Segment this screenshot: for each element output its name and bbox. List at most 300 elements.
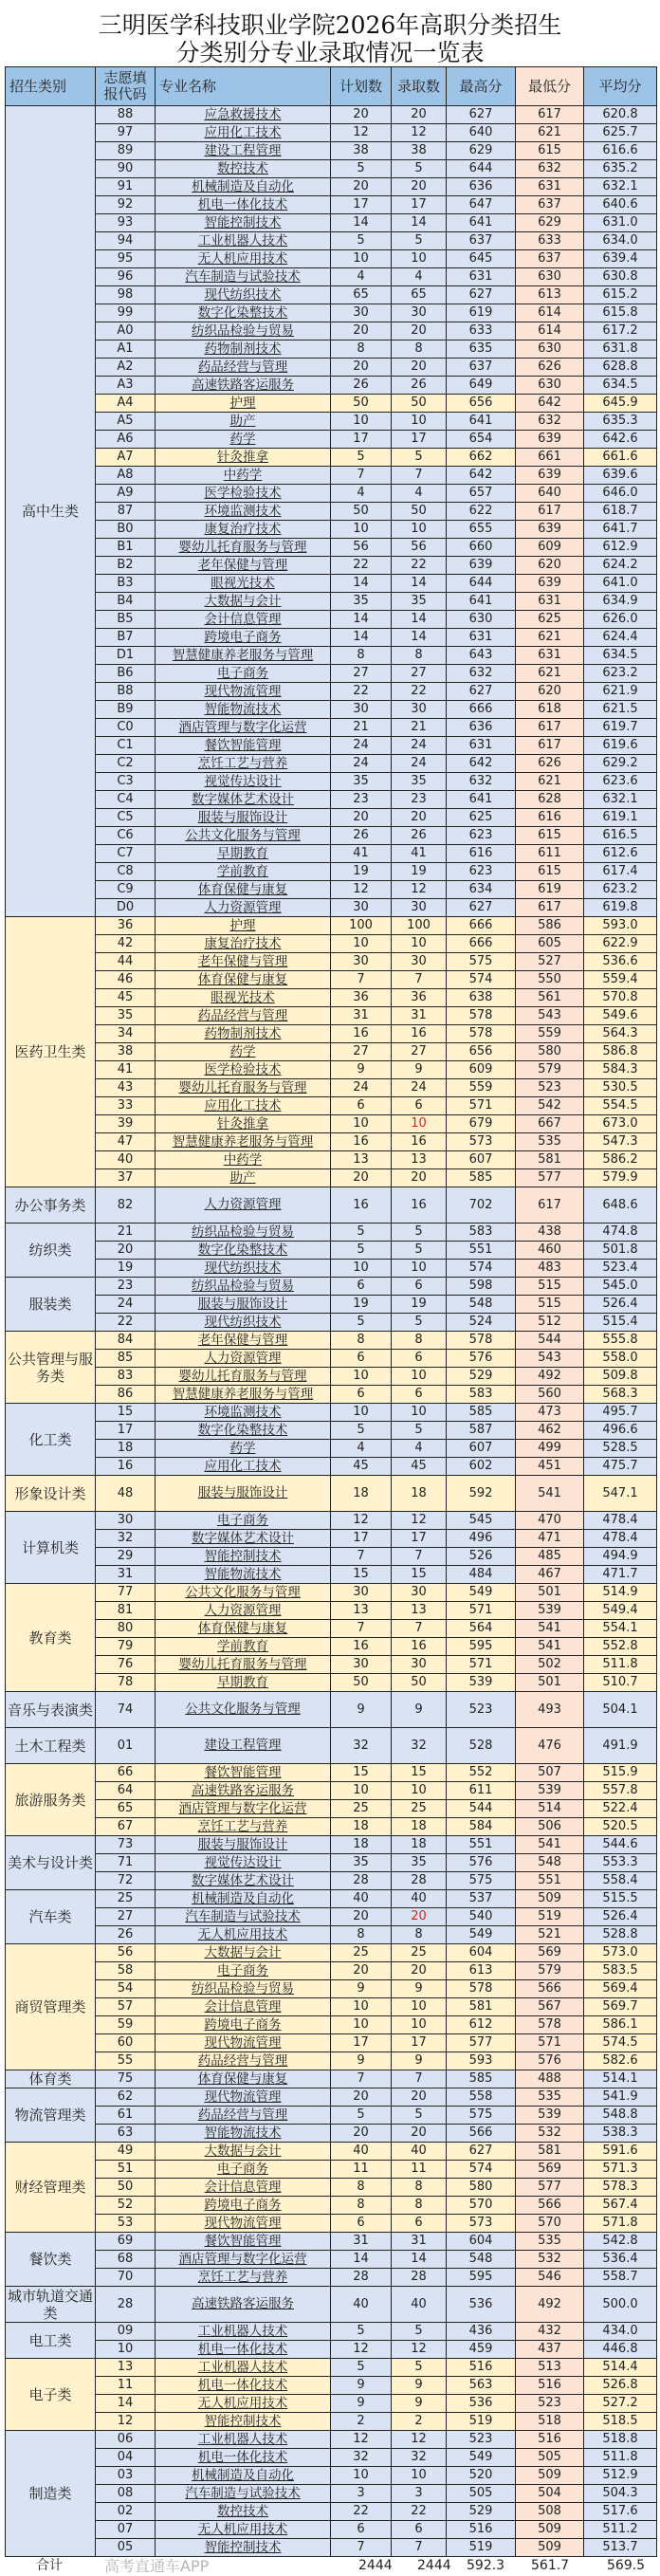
plan-cell: 5: [331, 1242, 392, 1260]
code-cell: 33: [96, 1097, 156, 1115]
min-cell: 493: [516, 1692, 584, 1728]
table-row: [6, 124, 657, 142]
min-cell: 499: [516, 1440, 584, 1458]
table-row: [6, 1476, 657, 1512]
min-cell: 621: [516, 629, 584, 647]
max-cell: 636: [447, 719, 516, 737]
plan-cell: 15: [331, 1566, 392, 1584]
max-cell: 574: [447, 2161, 516, 2179]
admit-cell: 5: [392, 160, 447, 178]
category-cell: 商贸管理类: [6, 1944, 96, 2070]
avg-cell: 542.8: [584, 2233, 657, 2251]
avg-cell: 471.7: [584, 1566, 657, 1584]
admit-cell: 2: [392, 2413, 447, 2431]
max-cell: 607: [447, 1440, 516, 1458]
min-cell: 541: [516, 1638, 584, 1656]
max-cell: 587: [447, 1422, 516, 1440]
plan-cell: 12: [331, 2341, 392, 2359]
table-row: [6, 539, 657, 557]
avg-cell: 640.6: [584, 196, 657, 214]
admit-cell: 15: [392, 1764, 447, 1782]
table-row: [6, 178, 657, 196]
avg-cell: 504.1: [584, 1692, 657, 1728]
admit-cell: 4: [392, 268, 447, 286]
watermark: 高考直通车APP: [104, 2557, 210, 2575]
code-cell: B9: [96, 701, 156, 719]
plan-cell: 35: [331, 593, 392, 611]
plan-cell: 28: [331, 1872, 392, 1890]
admit-cell: 20: [392, 322, 447, 340]
plan-cell: 4: [331, 485, 392, 503]
table-row: [6, 647, 657, 665]
code-cell: 76: [96, 1656, 156, 1674]
major-cell: 纺织品检验与贸易: [156, 1224, 331, 1242]
major-cell: 纺织品检验与贸易: [156, 1980, 331, 1998]
code-cell: 14: [96, 2395, 156, 2413]
table-row: [6, 1332, 657, 1350]
admit-cell: 40: [392, 2143, 447, 2161]
avg-cell: 631.0: [584, 214, 657, 232]
major-cell: 无人机应用技术: [156, 2521, 331, 2539]
min-cell: 505: [516, 2449, 584, 2467]
major-cell: 针灸推拿: [156, 1115, 331, 1133]
code-cell: C4: [96, 791, 156, 809]
plan-cell: 10: [331, 1260, 392, 1278]
major-cell: 老年保健与管理: [156, 953, 331, 971]
max-cell: 622: [447, 503, 516, 521]
code-cell: B0: [96, 521, 156, 539]
plan-cell: 12: [331, 2431, 392, 2449]
avg-cell: 520.5: [584, 1818, 657, 1836]
table-row: [6, 683, 657, 701]
max-cell: 656: [447, 1043, 516, 1061]
admit-cell: 12: [392, 124, 447, 142]
min-cell: 508: [516, 2503, 584, 2521]
plan-cell: 50: [331, 1674, 392, 1692]
admit-cell: 5: [392, 1422, 447, 1440]
min-cell: 637: [516, 196, 584, 214]
major-cell: 餐饮智能管理: [156, 737, 331, 755]
plan-cell: 20: [331, 106, 392, 124]
major-cell: 无人机应用技术: [156, 1926, 331, 1944]
avg-cell: 632.1: [584, 791, 657, 809]
max-cell: 616: [447, 845, 516, 863]
code-cell: A4: [96, 395, 156, 413]
min-cell: 616: [516, 809, 584, 827]
code-cell: 20: [96, 1242, 156, 1260]
avg-cell: 618.7: [584, 503, 657, 521]
min-cell: 586: [516, 917, 584, 935]
min-cell: 631: [516, 647, 584, 665]
table-row: [6, 881, 657, 899]
header-plan: 计划数: [331, 67, 392, 106]
plan-cell: 26: [331, 377, 392, 395]
code-cell: C6: [96, 827, 156, 845]
table-row: [6, 2034, 657, 2052]
plan-cell: 50: [331, 503, 392, 521]
max-cell: 592: [447, 1476, 516, 1512]
min-cell: 539: [516, 1602, 584, 1620]
max-cell: 623: [447, 863, 516, 881]
admit-cell: 32: [392, 1728, 447, 1764]
code-cell: 66: [96, 1764, 156, 1782]
table-row: [6, 377, 657, 395]
admit-cell: 41: [392, 845, 447, 863]
admit-cell: 6: [392, 2215, 447, 2233]
min-cell: 502: [516, 1656, 584, 1674]
major-cell: 工业机器人技术: [156, 2359, 331, 2377]
plan-cell: 38: [331, 142, 392, 160]
code-cell: 68: [96, 2251, 156, 2269]
max-cell: 578: [447, 1980, 516, 1998]
min-cell: 614: [516, 322, 584, 340]
code-cell: 63: [96, 2125, 156, 2143]
max-cell: 623: [447, 827, 516, 845]
code-cell: C7: [96, 845, 156, 863]
avg-cell: 620.8: [584, 106, 657, 124]
max-cell: 604: [447, 2233, 516, 2251]
min-cell: 523: [516, 2395, 584, 2413]
code-cell: C5: [96, 809, 156, 827]
min-cell: 617: [516, 719, 584, 737]
admit-cell: 5: [392, 1242, 447, 1260]
code-cell: A1: [96, 340, 156, 359]
min-cell: 516: [516, 2377, 584, 2395]
plan-cell: 16: [331, 1025, 392, 1043]
code-cell: 73: [96, 1836, 156, 1854]
plan-cell: 45: [331, 1458, 392, 1476]
admit-cell: 6: [392, 1350, 447, 1368]
max-cell: 666: [447, 917, 516, 935]
avg-cell: 622.9: [584, 935, 657, 953]
max-cell: 570: [447, 2197, 516, 2215]
max-cell: 526: [447, 1548, 516, 1566]
plan-cell: 20: [331, 1908, 392, 1926]
admit-cell: 12: [392, 2431, 447, 2449]
table-row: [6, 557, 657, 575]
major-cell: 眼视光技术: [156, 989, 331, 1007]
avg-cell: 501.8: [584, 1242, 657, 1260]
plan-cell: 5: [331, 2107, 392, 2125]
min-cell: 661: [516, 449, 584, 467]
table-row: [6, 232, 657, 250]
admit-cell: 8: [392, 2197, 447, 2215]
plan-cell: 24: [331, 755, 392, 773]
table-row: [6, 1548, 657, 1566]
plan-cell: 7: [331, 1620, 392, 1638]
max-cell: 631: [447, 629, 516, 647]
total-row: [0, 2557, 660, 2575]
code-cell: 69: [96, 2233, 156, 2251]
plan-cell: 41: [331, 845, 392, 863]
min-cell: 614: [516, 304, 584, 322]
plan-cell: 30: [331, 1656, 392, 1674]
major-cell: 电子商务: [156, 2161, 331, 2179]
code-cell: 64: [96, 1782, 156, 1800]
major-cell: 药品经营与管理: [156, 359, 331, 377]
max-cell: 641: [447, 593, 516, 611]
table-row: [6, 1007, 657, 1025]
min-cell: 639: [516, 431, 584, 449]
plan-cell: 36: [331, 989, 392, 1007]
min-cell: 561: [516, 989, 584, 1007]
code-cell: 56: [96, 1944, 156, 1962]
avg-cell: 619.8: [584, 899, 657, 917]
table-row: [6, 431, 657, 449]
max-cell: 523: [447, 1692, 516, 1728]
avg-cell: 559.4: [584, 971, 657, 989]
code-cell: 19: [96, 1260, 156, 1278]
table-row: [6, 1872, 657, 1890]
code-cell: 07: [96, 2521, 156, 2539]
plan-cell: 4: [331, 268, 392, 286]
category-cell: 教育类: [6, 1584, 96, 1692]
table-row: [6, 1151, 657, 1169]
plan-cell: 20: [331, 2088, 392, 2107]
max-cell: 655: [447, 521, 516, 539]
major-cell: 环境监测技术: [156, 503, 331, 521]
code-cell: 87: [96, 503, 156, 521]
code-cell: 70: [96, 2269, 156, 2287]
avg-cell: 578.3: [584, 2179, 657, 2197]
avg-cell: 526.8: [584, 2377, 657, 2395]
avg-cell: 554.5: [584, 1097, 657, 1115]
admit-cell: 17: [392, 2034, 447, 2052]
max-cell: 519: [447, 2413, 516, 2431]
plan-cell: 17: [331, 431, 392, 449]
min-cell: 539: [516, 2107, 584, 2125]
table-row: [6, 1025, 657, 1043]
admit-cell: 30: [392, 1584, 447, 1602]
table-row: [6, 2125, 657, 2143]
code-cell: 41: [96, 1061, 156, 1079]
min-cell: 625: [516, 611, 584, 629]
major-cell: 早期教育: [156, 1674, 331, 1692]
major-cell: 护理: [156, 395, 331, 413]
avg-cell: 434.0: [584, 2323, 657, 2341]
major-cell: 数字化染整技术: [156, 1422, 331, 1440]
min-cell: 613: [516, 286, 584, 304]
code-cell: 46: [96, 971, 156, 989]
avg-cell: 547.1: [584, 1476, 657, 1512]
admit-cell: 16: [392, 1638, 447, 1656]
max-cell: 612: [447, 2016, 516, 2034]
avg-cell: 509.8: [584, 1368, 657, 1386]
admit-cell: 16: [392, 1025, 447, 1043]
max-cell: 505: [447, 2485, 516, 2503]
min-cell: 438: [516, 1224, 584, 1242]
max-cell: 544: [447, 1800, 516, 1818]
code-cell: 67: [96, 1818, 156, 1836]
plan-cell: 10: [331, 1998, 392, 2016]
plan-cell: 14: [331, 629, 392, 647]
major-cell: 跨境电子商务: [156, 2016, 331, 2034]
avg-cell: 475.7: [584, 1458, 657, 1476]
avg-cell: 586.1: [584, 2016, 657, 2034]
major-cell: 现代纺织技术: [156, 286, 331, 304]
min-cell: 514: [516, 1800, 584, 1818]
min-cell: 550: [516, 971, 584, 989]
table-row: [6, 1061, 657, 1079]
admit-cell: 20: [392, 2088, 447, 2107]
avg-cell: 545.0: [584, 1278, 657, 1296]
table-header: [6, 67, 657, 106]
major-cell: 机械制造及自动化: [156, 178, 331, 196]
table-row: [6, 1079, 657, 1097]
code-cell: 49: [96, 2143, 156, 2161]
table-row: [6, 485, 657, 503]
table-row: [6, 1097, 657, 1115]
code-cell: D0: [96, 899, 156, 917]
major-cell: 大数据与会计: [156, 593, 331, 611]
admit-cell: 10: [392, 2467, 447, 2485]
table-row: [6, 106, 657, 124]
major-cell: 大数据与会计: [156, 2143, 331, 2161]
max-cell: 627: [447, 2143, 516, 2161]
major-cell: 智慧健康养老服务与管理: [156, 1386, 331, 1404]
avg-cell: 536.6: [584, 953, 657, 971]
admit-cell: 5: [392, 2359, 447, 2377]
admit-cell: 32: [392, 2449, 447, 2467]
admit-cell: 20: [392, 1169, 447, 1187]
admit-cell: 8: [392, 340, 447, 359]
major-cell: 婴幼儿托育服务与管理: [156, 1368, 331, 1386]
avg-cell: 544.6: [584, 1836, 657, 1854]
admit-cell: 19: [392, 1296, 447, 1314]
code-cell: 93: [96, 214, 156, 232]
min-cell: 492: [516, 2287, 584, 2323]
admit-cell: 5: [392, 449, 447, 467]
table-row: [6, 1584, 657, 1602]
code-cell: 04: [96, 2449, 156, 2467]
max-cell: 645: [447, 250, 516, 268]
table-row: [6, 286, 657, 304]
table-row: [6, 1133, 657, 1151]
code-cell: 36: [96, 917, 156, 935]
max-cell: 638: [447, 989, 516, 1007]
max-cell: 580: [447, 2179, 516, 2197]
table-row: [6, 1260, 657, 1278]
plan-cell: 19: [331, 863, 392, 881]
plan-cell: 5: [331, 449, 392, 467]
major-cell: 会计信息管理: [156, 611, 331, 629]
min-cell: 476: [516, 1728, 584, 1764]
category-cell: 餐饮类: [6, 2233, 96, 2287]
major-cell: 助产: [156, 413, 331, 431]
table-row: [6, 1944, 657, 1962]
avg-cell: 641.0: [584, 575, 657, 593]
code-cell: A5: [96, 413, 156, 431]
max-cell: 595: [447, 2269, 516, 2287]
min-cell: 567: [516, 1998, 584, 2016]
max-cell: 644: [447, 160, 516, 178]
major-cell: 智慧健康养老服务与管理: [156, 647, 331, 665]
max-cell: 529: [447, 1368, 516, 1386]
code-cell: 01: [96, 1728, 156, 1764]
major-cell: 应用化工技术: [156, 1097, 331, 1115]
code-cell: 81: [96, 1602, 156, 1620]
avg-cell: 547.3: [584, 1133, 657, 1151]
avg-cell: 612.9: [584, 539, 657, 557]
max-cell: 585: [447, 1169, 516, 1187]
avg-cell: 632.1: [584, 178, 657, 196]
table-row: [6, 2233, 657, 2251]
plan-cell: 17: [331, 196, 392, 214]
major-cell: 建设工程管理: [156, 142, 331, 160]
plan-cell: 100: [331, 917, 392, 935]
min-cell: 628: [516, 791, 584, 809]
total-max: 592.3: [467, 2558, 505, 2573]
admit-cell: 9: [392, 1692, 447, 1728]
table-row: [6, 1566, 657, 1584]
major-cell: 康复治疗技术: [156, 935, 331, 953]
code-cell: A2: [96, 359, 156, 377]
major-cell: 体育保健与康复: [156, 2070, 331, 2088]
max-cell: 585: [447, 1404, 516, 1422]
avg-cell: 568.3: [584, 1386, 657, 1404]
avg-cell: 582.6: [584, 2052, 657, 2070]
major-cell: 酒店管理与数字化运营: [156, 719, 331, 737]
table-body: [6, 106, 657, 2557]
header-major: 专业名称: [156, 67, 331, 106]
code-cell: 60: [96, 2034, 156, 2052]
max-cell: 559: [447, 1079, 516, 1097]
avg-cell: 526.4: [584, 1908, 657, 1926]
code-cell: 45: [96, 989, 156, 1007]
category-cell: 制造类: [6, 2431, 96, 2557]
plan-cell: 10: [331, 935, 392, 953]
admit-cell: 17: [392, 1530, 447, 1548]
min-cell: 535: [516, 2088, 584, 2107]
admit-cell: 10: [392, 1998, 447, 2016]
table-row: [6, 2107, 657, 2125]
max-cell: 536: [447, 2287, 516, 2323]
major-cell: 无人机应用技术: [156, 2395, 331, 2413]
plan-cell: 8: [331, 647, 392, 665]
major-cell: 视觉传达设计: [156, 1854, 331, 1872]
avg-cell: 513.7: [584, 2539, 657, 2557]
plan-cell: 10: [331, 2016, 392, 2034]
max-cell: 574: [447, 971, 516, 989]
min-cell: 581: [516, 1151, 584, 1169]
avg-cell: 634.5: [584, 647, 657, 665]
plan-cell: 6: [331, 1350, 392, 1368]
admit-cell: 8: [392, 2179, 447, 2197]
admit-cell: 30: [392, 304, 447, 322]
min-cell: 620: [516, 683, 584, 701]
min-cell: 621: [516, 665, 584, 683]
category-cell: 汽车类: [6, 1890, 96, 1944]
admit-cell: 20: [392, 106, 447, 124]
major-cell: 现代纺织技术: [156, 1314, 331, 1332]
table-row: [6, 1422, 657, 1440]
admit-cell: 22: [392, 2503, 447, 2521]
avg-cell: 554.1: [584, 1620, 657, 1638]
min-cell: 462: [516, 1422, 584, 1440]
table-row: [6, 953, 657, 971]
code-cell: 52: [96, 2197, 156, 2215]
table-row: [6, 1314, 657, 1332]
table-row: [6, 250, 657, 268]
avg-cell: 619.7: [584, 719, 657, 737]
plan-cell: 7: [331, 2070, 392, 2088]
code-cell: 91: [96, 178, 156, 196]
category-cell: 音乐与表演类: [6, 1692, 96, 1728]
major-cell: 机电一体化技术: [156, 196, 331, 214]
admit-cell: 19: [392, 863, 447, 881]
major-cell: 体育保健与康复: [156, 971, 331, 989]
major-cell: 服装与服饰设计: [156, 1836, 331, 1854]
